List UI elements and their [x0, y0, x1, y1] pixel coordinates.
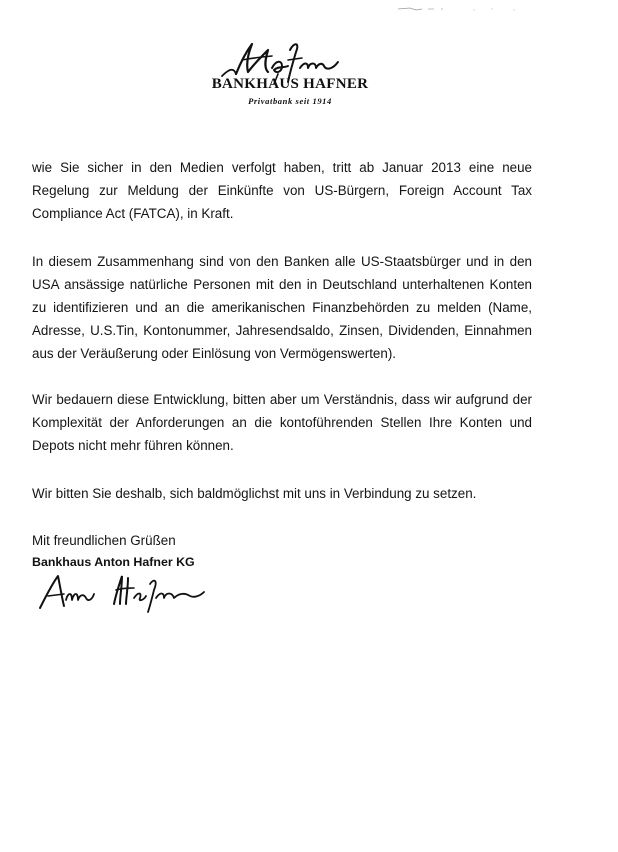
- paragraph-reporting-duty: In diesem Zusammenhang sind von den Banken alle US-Staatsbürger und in den USA ansässige natürliche Personen mit den in Deutschland unterhaltenen Konten zu identifizieren und an die amerikanischen Finanzbehörden zu melden (Name, Adresse, U.S.Tin, Kontonummer, Jahresendsaldo, Zinsen, Dividenden, Einnahmen aus der Veräußerung oder Einlösung von Vermögenswerten).: [32, 254, 532, 361]
- paragraph-account-closure: Wir bedauern diese Entwicklung, bitten aber um Verständnis, dass wir aufgrund der Komplexität der Anforderungen an die kontoführenden Stellen Ihre Konten und Depots nicht mehr führen können.: [32, 392, 532, 453]
- closing-salutation: Mit freundlichen Grüßen: [32, 533, 176, 548]
- handwritten-signature: [34, 570, 214, 614]
- paragraph-contact-request: Wir bitten Sie deshalb, sich baldmöglichst mit uns in Verbindung zu setzen.: [32, 486, 477, 501]
- paragraph-fatca-intro: wie Sie sicher in den Medien verfolgt haben, tritt ab Januar 2013 eine neue Regelung zur Meldung der Einkünfte von US-Bürgern, Foreign Account Tax Compliance Act (FATCA), in Kraft.: [32, 160, 532, 221]
- bank-name: BANKHAUS HAFNER: [211, 76, 369, 92]
- bank-tagline: Privatbank seit 1914: [248, 96, 332, 106]
- scan-artifact: [396, 4, 526, 14]
- company-name: Bankhaus Anton Hafner KG: [32, 555, 195, 569]
- letterhead: [170, 36, 410, 116]
